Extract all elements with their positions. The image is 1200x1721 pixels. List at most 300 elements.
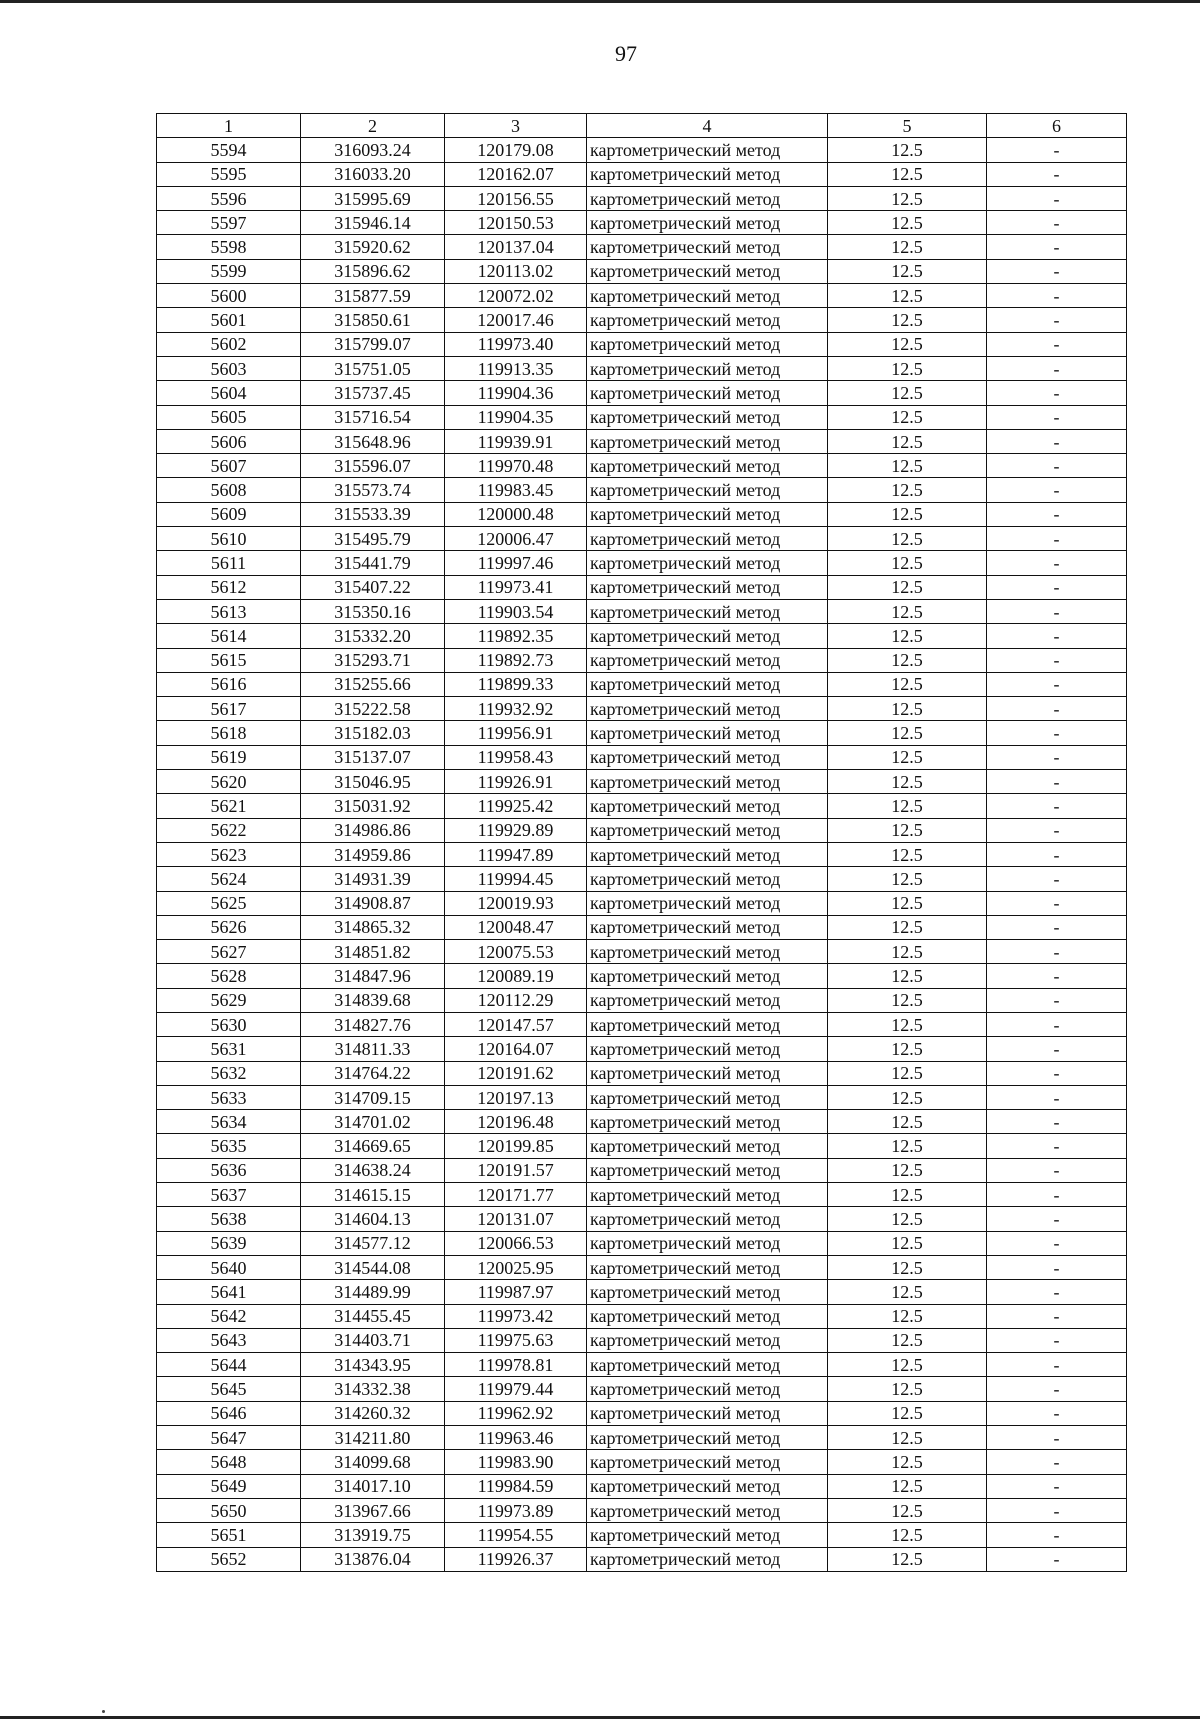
table-row [157, 1450, 1127, 1474]
point-number-cell: 5608 [157, 478, 301, 502]
accuracy-cell: 12.5 [828, 1474, 987, 1498]
accuracy-cell: 12.5 [828, 842, 987, 866]
note-cell: - [987, 1426, 1127, 1450]
method-cell: картометрический метод [587, 1353, 828, 1377]
method-cell: картометрический метод [587, 527, 828, 551]
point-number-cell: 5622 [157, 818, 301, 842]
y-coordinate-cell: 119925.42 [445, 794, 587, 818]
method-cell: картометрический метод [587, 1110, 828, 1134]
x-coordinate-cell: 315877.59 [301, 284, 445, 308]
x-coordinate-cell: 314931.39 [301, 867, 445, 891]
x-coordinate-cell: 313967.66 [301, 1498, 445, 1522]
point-number-cell: 5618 [157, 721, 301, 745]
table-row [157, 502, 1127, 526]
point-number-cell: 5632 [157, 1061, 301, 1085]
note-cell: - [987, 1207, 1127, 1231]
accuracy-cell: 12.5 [828, 1450, 987, 1474]
table-row [157, 211, 1127, 235]
table-row [157, 1231, 1127, 1255]
method-cell: картометрический метод [587, 1061, 828, 1085]
x-coordinate-cell: 315751.05 [301, 356, 445, 380]
note-cell: - [987, 1401, 1127, 1425]
y-coordinate-cell: 119926.37 [445, 1547, 587, 1571]
note-cell: - [987, 1061, 1127, 1085]
note-cell: - [987, 697, 1127, 721]
accuracy-cell: 12.5 [828, 1401, 987, 1425]
note-cell: - [987, 721, 1127, 745]
column-header: 5 [828, 114, 987, 138]
table-row [157, 1158, 1127, 1182]
y-coordinate-cell: 119904.36 [445, 381, 587, 405]
table-row [157, 1401, 1127, 1425]
y-coordinate-cell: 120066.53 [445, 1231, 587, 1255]
point-number-cell: 5626 [157, 915, 301, 939]
y-coordinate-cell: 119954.55 [445, 1523, 587, 1547]
note-cell: - [987, 1498, 1127, 1522]
table-row [157, 867, 1127, 891]
note-cell: - [987, 745, 1127, 769]
method-cell: картометрический метод [587, 454, 828, 478]
method-cell: картометрический метод [587, 867, 828, 891]
note-cell: - [987, 1474, 1127, 1498]
accuracy-cell: 12.5 [828, 1183, 987, 1207]
x-coordinate-cell: 314908.87 [301, 891, 445, 915]
x-coordinate-cell: 315332.20 [301, 624, 445, 648]
accuracy-cell: 12.5 [828, 284, 987, 308]
method-cell: картометрический метод [587, 964, 828, 988]
method-cell: картометрический метод [587, 284, 828, 308]
method-cell: картометрический метод [587, 1280, 828, 1304]
note-cell: - [987, 1110, 1127, 1134]
x-coordinate-cell: 315441.79 [301, 551, 445, 575]
note-cell: - [987, 672, 1127, 696]
accuracy-cell: 12.5 [828, 599, 987, 623]
note-cell: - [987, 964, 1127, 988]
accuracy-cell: 12.5 [828, 648, 987, 672]
accuracy-cell: 12.5 [828, 381, 987, 405]
note-cell: - [987, 235, 1127, 259]
point-number-cell: 5639 [157, 1231, 301, 1255]
method-cell: картометрический метод [587, 211, 828, 235]
method-cell: картометрический метод [587, 1134, 828, 1158]
table-row [157, 1085, 1127, 1109]
accuracy-cell: 12.5 [828, 988, 987, 1012]
x-coordinate-cell: 314986.86 [301, 818, 445, 842]
note-cell: - [987, 1523, 1127, 1547]
note-cell: - [987, 186, 1127, 210]
accuracy-cell: 12.5 [828, 964, 987, 988]
note-cell: - [987, 381, 1127, 405]
point-number-cell: 5623 [157, 842, 301, 866]
y-coordinate-cell: 119978.81 [445, 1353, 587, 1377]
table-row [157, 1183, 1127, 1207]
x-coordinate-cell: 314638.24 [301, 1158, 445, 1182]
x-coordinate-cell: 314260.32 [301, 1401, 445, 1425]
column-header: 3 [445, 114, 587, 138]
accuracy-cell: 12.5 [828, 891, 987, 915]
point-number-cell: 5631 [157, 1037, 301, 1061]
note-cell: - [987, 599, 1127, 623]
y-coordinate-cell: 119973.41 [445, 575, 587, 599]
point-number-cell: 5597 [157, 211, 301, 235]
y-coordinate-cell: 119932.92 [445, 697, 587, 721]
point-number-cell: 5614 [157, 624, 301, 648]
x-coordinate-cell: 314764.22 [301, 1061, 445, 1085]
note-cell: - [987, 1328, 1127, 1352]
x-coordinate-cell: 315716.54 [301, 405, 445, 429]
x-coordinate-cell: 315573.74 [301, 478, 445, 502]
y-coordinate-cell: 120196.48 [445, 1110, 587, 1134]
accuracy-cell: 12.5 [828, 867, 987, 891]
method-cell: картометрический метод [587, 1426, 828, 1450]
method-cell: картометрический метод [587, 1207, 828, 1231]
method-cell: картометрический метод [587, 1085, 828, 1109]
note-cell: - [987, 1037, 1127, 1061]
accuracy-cell: 12.5 [828, 1134, 987, 1158]
table-row [157, 1255, 1127, 1279]
note-cell: - [987, 1353, 1127, 1377]
method-cell: картометрический метод [587, 1158, 828, 1182]
table-row [157, 1474, 1127, 1498]
method-cell: картометрический метод [587, 1183, 828, 1207]
note-cell: - [987, 891, 1127, 915]
table-row [157, 672, 1127, 696]
table-row [157, 356, 1127, 380]
y-coordinate-cell: 120137.04 [445, 235, 587, 259]
accuracy-cell: 12.5 [828, 478, 987, 502]
table-row [157, 162, 1127, 186]
y-coordinate-cell: 120048.47 [445, 915, 587, 939]
method-cell: картометрический метод [587, 551, 828, 575]
accuracy-cell: 12.5 [828, 1523, 987, 1547]
x-coordinate-cell: 314577.12 [301, 1231, 445, 1255]
note-cell: - [987, 867, 1127, 891]
table-row [157, 551, 1127, 575]
x-coordinate-cell: 314865.32 [301, 915, 445, 939]
table-row [157, 818, 1127, 842]
accuracy-cell: 12.5 [828, 405, 987, 429]
method-cell: картометрический метод [587, 988, 828, 1012]
y-coordinate-cell: 119956.91 [445, 721, 587, 745]
y-coordinate-cell: 119904.35 [445, 405, 587, 429]
accuracy-cell: 12.5 [828, 575, 987, 599]
note-cell: - [987, 1158, 1127, 1182]
note-cell: - [987, 138, 1127, 162]
point-number-cell: 5628 [157, 964, 301, 988]
note-cell: - [987, 575, 1127, 599]
note-cell: - [987, 1134, 1127, 1158]
accuracy-cell: 12.5 [828, 1158, 987, 1182]
table-row [157, 308, 1127, 332]
note-cell: - [987, 842, 1127, 866]
table-row [157, 527, 1127, 551]
table-row [157, 697, 1127, 721]
method-cell: картометрический метод [587, 162, 828, 186]
accuracy-cell: 12.5 [828, 527, 987, 551]
y-coordinate-cell: 119984.59 [445, 1474, 587, 1498]
scan-edge-top [0, 0, 1200, 3]
accuracy-cell: 12.5 [828, 186, 987, 210]
point-number-cell: 5633 [157, 1085, 301, 1109]
note-cell: - [987, 332, 1127, 356]
y-coordinate-cell: 120112.29 [445, 988, 587, 1012]
x-coordinate-cell: 315533.39 [301, 502, 445, 526]
y-coordinate-cell: 120113.02 [445, 259, 587, 283]
point-number-cell: 5601 [157, 308, 301, 332]
y-coordinate-cell: 119963.46 [445, 1426, 587, 1450]
table-row [157, 1134, 1127, 1158]
point-number-cell: 5625 [157, 891, 301, 915]
y-coordinate-cell: 120179.08 [445, 138, 587, 162]
x-coordinate-cell: 314099.68 [301, 1450, 445, 1474]
x-coordinate-cell: 315596.07 [301, 454, 445, 478]
table-row [157, 648, 1127, 672]
point-number-cell: 5615 [157, 648, 301, 672]
method-cell: картометрический метод [587, 672, 828, 696]
point-number-cell: 5610 [157, 527, 301, 551]
accuracy-cell: 12.5 [828, 1353, 987, 1377]
x-coordinate-cell: 315046.95 [301, 770, 445, 794]
note-cell: - [987, 915, 1127, 939]
x-coordinate-cell: 315946.14 [301, 211, 445, 235]
y-coordinate-cell: 120019.93 [445, 891, 587, 915]
page-number: 97 [615, 41, 637, 66]
table-row [157, 381, 1127, 405]
y-coordinate-cell: 120072.02 [445, 284, 587, 308]
accuracy-cell: 12.5 [828, 624, 987, 648]
y-coordinate-cell: 119973.42 [445, 1304, 587, 1328]
table-row [157, 235, 1127, 259]
method-cell: картометрический метод [587, 1523, 828, 1547]
point-number-cell: 5624 [157, 867, 301, 891]
point-number-cell: 5650 [157, 1498, 301, 1522]
y-coordinate-cell: 120191.57 [445, 1158, 587, 1182]
note-cell: - [987, 1450, 1127, 1474]
y-coordinate-cell: 119983.45 [445, 478, 587, 502]
method-cell: картометрический метод [587, 1255, 828, 1279]
point-number-cell: 5617 [157, 697, 301, 721]
accuracy-cell: 12.5 [828, 308, 987, 332]
note-cell: - [987, 648, 1127, 672]
point-number-cell: 5641 [157, 1280, 301, 1304]
point-number-cell: 5613 [157, 599, 301, 623]
x-coordinate-cell: 315350.16 [301, 599, 445, 623]
table-row [157, 1523, 1127, 1547]
note-cell: - [987, 211, 1127, 235]
method-cell: картометрический метод [587, 186, 828, 210]
method-cell: картометрический метод [587, 405, 828, 429]
x-coordinate-cell: 315222.58 [301, 697, 445, 721]
accuracy-cell: 12.5 [828, 1547, 987, 1571]
accuracy-cell: 12.5 [828, 259, 987, 283]
note-cell: - [987, 1255, 1127, 1279]
accuracy-cell: 12.5 [828, 745, 987, 769]
note-cell: - [987, 1012, 1127, 1036]
table-row [157, 405, 1127, 429]
x-coordinate-cell: 315255.66 [301, 672, 445, 696]
x-coordinate-cell: 315995.69 [301, 186, 445, 210]
y-coordinate-cell: 120131.07 [445, 1207, 587, 1231]
accuracy-cell: 12.5 [828, 1255, 987, 1279]
x-coordinate-cell: 315850.61 [301, 308, 445, 332]
accuracy-cell: 12.5 [828, 1304, 987, 1328]
coordinates-table [156, 113, 1127, 1572]
method-cell: картометрический метод [587, 1547, 828, 1571]
point-number-cell: 5612 [157, 575, 301, 599]
accuracy-cell: 12.5 [828, 211, 987, 235]
table-row [157, 1012, 1127, 1036]
x-coordinate-cell: 315799.07 [301, 332, 445, 356]
x-coordinate-cell: 315495.79 [301, 527, 445, 551]
y-coordinate-cell: 120147.57 [445, 1012, 587, 1036]
method-cell: картометрический метод [587, 842, 828, 866]
table-row [157, 988, 1127, 1012]
table-row [157, 1353, 1127, 1377]
y-coordinate-cell: 120025.95 [445, 1255, 587, 1279]
y-coordinate-cell: 120199.85 [445, 1134, 587, 1158]
point-number-cell: 5596 [157, 186, 301, 210]
note-cell: - [987, 988, 1127, 1012]
method-cell: картометрический метод [587, 745, 828, 769]
table-row [157, 1547, 1127, 1571]
table-row [157, 478, 1127, 502]
method-cell: картометрический метод [587, 429, 828, 453]
point-number-cell: 5634 [157, 1110, 301, 1134]
point-number-cell: 5604 [157, 381, 301, 405]
note-cell: - [987, 1085, 1127, 1109]
note-cell: - [987, 405, 1127, 429]
x-coordinate-cell: 315293.71 [301, 648, 445, 672]
y-coordinate-cell: 120162.07 [445, 162, 587, 186]
method-cell: картометрический метод [587, 599, 828, 623]
x-coordinate-cell: 313876.04 [301, 1547, 445, 1571]
y-coordinate-cell: 120191.62 [445, 1061, 587, 1085]
accuracy-cell: 12.5 [828, 1012, 987, 1036]
table-row [157, 138, 1127, 162]
x-coordinate-cell: 315648.96 [301, 429, 445, 453]
table-row [157, 186, 1127, 210]
point-number-cell: 5644 [157, 1353, 301, 1377]
x-coordinate-cell: 314604.13 [301, 1207, 445, 1231]
method-cell: картометрический метод [587, 1037, 828, 1061]
x-coordinate-cell: 314332.38 [301, 1377, 445, 1401]
table-row [157, 891, 1127, 915]
note-cell: - [987, 1377, 1127, 1401]
point-number-cell: 5645 [157, 1377, 301, 1401]
y-coordinate-cell: 120089.19 [445, 964, 587, 988]
note-cell: - [987, 527, 1127, 551]
point-number-cell: 5630 [157, 1012, 301, 1036]
table-row [157, 1328, 1127, 1352]
point-number-cell: 5598 [157, 235, 301, 259]
point-number-cell: 5600 [157, 284, 301, 308]
point-number-cell: 5603 [157, 356, 301, 380]
y-coordinate-cell: 119899.33 [445, 672, 587, 696]
point-number-cell: 5643 [157, 1328, 301, 1352]
method-cell: картометрический метод [587, 1498, 828, 1522]
accuracy-cell: 12.5 [828, 356, 987, 380]
table-row [157, 915, 1127, 939]
note-cell: - [987, 1280, 1127, 1304]
y-coordinate-cell: 119970.48 [445, 454, 587, 478]
table-row [157, 1061, 1127, 1085]
y-coordinate-cell: 120171.77 [445, 1183, 587, 1207]
table-body [157, 138, 1127, 1572]
table-row [157, 575, 1127, 599]
y-coordinate-cell: 119892.73 [445, 648, 587, 672]
point-number-cell: 5619 [157, 745, 301, 769]
table-row [157, 794, 1127, 818]
x-coordinate-cell: 316093.24 [301, 138, 445, 162]
accuracy-cell: 12.5 [828, 235, 987, 259]
point-number-cell: 5648 [157, 1450, 301, 1474]
method-cell: картометрический метод [587, 332, 828, 356]
x-coordinate-cell: 315407.22 [301, 575, 445, 599]
point-number-cell: 5609 [157, 502, 301, 526]
y-coordinate-cell: 119973.89 [445, 1498, 587, 1522]
point-number-cell: 5611 [157, 551, 301, 575]
method-cell: картометрический метод [587, 575, 828, 599]
table-row [157, 284, 1127, 308]
point-number-cell: 5640 [157, 1255, 301, 1279]
method-cell: картометрический метод [587, 940, 828, 964]
note-cell: - [987, 1183, 1127, 1207]
note-cell: - [987, 502, 1127, 526]
table-row [157, 770, 1127, 794]
note-cell: - [987, 1231, 1127, 1255]
y-coordinate-cell: 120006.47 [445, 527, 587, 551]
accuracy-cell: 12.5 [828, 1037, 987, 1061]
method-cell: картометрический метод [587, 1231, 828, 1255]
accuracy-cell: 12.5 [828, 1085, 987, 1109]
note-cell: - [987, 162, 1127, 186]
accuracy-cell: 12.5 [828, 454, 987, 478]
accuracy-cell: 12.5 [828, 502, 987, 526]
accuracy-cell: 12.5 [828, 162, 987, 186]
table-row [157, 1110, 1127, 1134]
point-number-cell: 5649 [157, 1474, 301, 1498]
y-coordinate-cell: 119983.90 [445, 1450, 587, 1474]
method-cell: картометрический метод [587, 138, 828, 162]
table-row [157, 1037, 1127, 1061]
table-row [157, 745, 1127, 769]
x-coordinate-cell: 314959.86 [301, 842, 445, 866]
method-cell: картометрический метод [587, 1474, 828, 1498]
point-number-cell: 5621 [157, 794, 301, 818]
y-coordinate-cell: 120164.07 [445, 1037, 587, 1061]
x-coordinate-cell: 314847.96 [301, 964, 445, 988]
x-coordinate-cell: 314701.02 [301, 1110, 445, 1134]
y-coordinate-cell: 120000.48 [445, 502, 587, 526]
point-number-cell: 5606 [157, 429, 301, 453]
x-coordinate-cell: 314017.10 [301, 1474, 445, 1498]
accuracy-cell: 12.5 [828, 1426, 987, 1450]
column-header: 2 [301, 114, 445, 138]
accuracy-cell: 12.5 [828, 551, 987, 575]
method-cell: картометрический метод [587, 721, 828, 745]
y-coordinate-cell: 119975.63 [445, 1328, 587, 1352]
point-number-cell: 5637 [157, 1183, 301, 1207]
note-cell: - [987, 770, 1127, 794]
note-cell: - [987, 356, 1127, 380]
table-row [157, 1377, 1127, 1401]
method-cell: картометрический метод [587, 308, 828, 332]
method-cell: картометрический метод [587, 697, 828, 721]
method-cell: картометрический метод [587, 356, 828, 380]
x-coordinate-cell: 316033.20 [301, 162, 445, 186]
x-coordinate-cell: 313919.75 [301, 1523, 445, 1547]
x-coordinate-cell: 314811.33 [301, 1037, 445, 1061]
